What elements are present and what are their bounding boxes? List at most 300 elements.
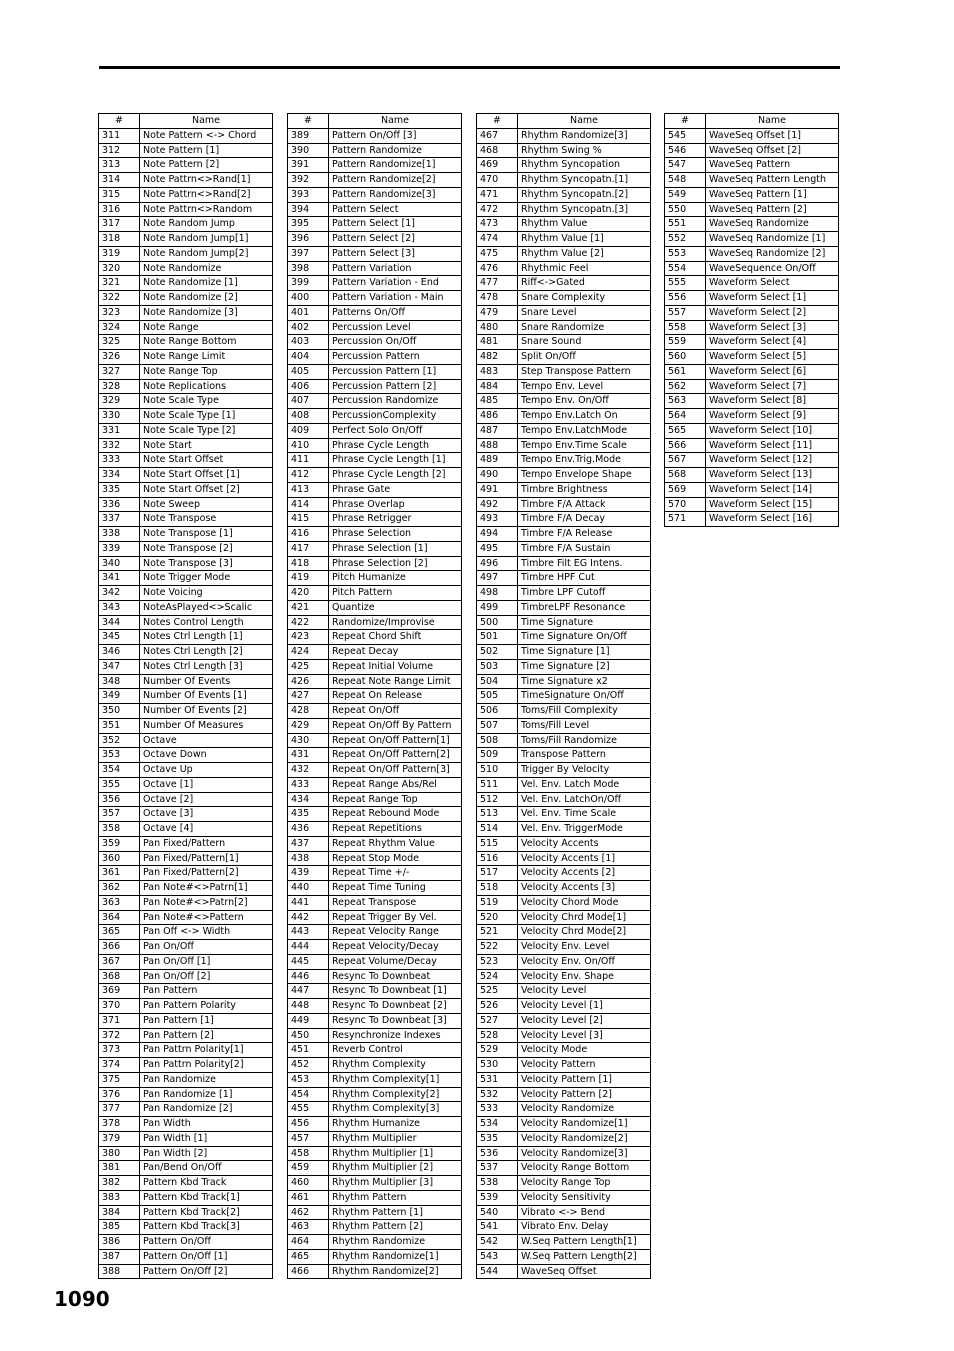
parameter-name: Octave [3] [140, 807, 273, 822]
parameter-name: Split On/Off [518, 350, 651, 365]
parameter-number: 512 [477, 792, 518, 807]
parameter-number: 467 [477, 128, 518, 143]
parameter-number: 508 [477, 733, 518, 748]
parameter-number: 420 [288, 586, 329, 601]
parameter-name: Note Pattrn<>Rand[2] [140, 187, 273, 202]
parameter-name: Time Signature [518, 615, 651, 630]
parameter-name: Waveform Select [11] [706, 438, 839, 453]
table-row [288, 1072, 462, 1087]
table-row [665, 291, 839, 306]
parameter-number: 381 [99, 1161, 140, 1176]
parameter-number: 543 [477, 1249, 518, 1264]
table-row [288, 718, 462, 733]
table-row [99, 954, 273, 969]
parameter-name: Timbre F/A Sustain [518, 541, 651, 556]
parameter-number: 398 [288, 261, 329, 276]
parameter-number: 475 [477, 246, 518, 261]
parameter-name: Pattern Kbd Track [140, 1176, 273, 1191]
parameter-name: PercussionComplexity [329, 409, 462, 424]
parameter-number: 485 [477, 394, 518, 409]
parameter-name: WaveSeq Pattern [2] [706, 202, 839, 217]
parameter-name: Note Scale Type [140, 394, 273, 409]
parameter-number: 491 [477, 482, 518, 497]
table-row [477, 969, 651, 984]
table-row [288, 807, 462, 822]
table-row [477, 305, 651, 320]
parameter-number: 527 [477, 1013, 518, 1028]
table-body [477, 128, 651, 1279]
table-row [288, 969, 462, 984]
table-row [477, 777, 651, 792]
parameter-number: 476 [477, 261, 518, 276]
parameter-name: Octave [140, 733, 273, 748]
parameter-number: 571 [665, 512, 706, 527]
table-row [99, 556, 273, 571]
table-row [99, 394, 273, 409]
table-row [477, 423, 651, 438]
parameter-number: 415 [288, 512, 329, 527]
table-row [288, 689, 462, 704]
parameter-number: 353 [99, 748, 140, 763]
table-row [99, 777, 273, 792]
parameter-name: Pan Note#<>Pattern [140, 910, 273, 925]
parameter-name: Waveform Select [8] [706, 394, 839, 409]
parameter-name: Pan Fixed/Pattern[2] [140, 866, 273, 881]
parameter-number: 519 [477, 895, 518, 910]
parameter-number: 488 [477, 438, 518, 453]
parameter-number: 522 [477, 940, 518, 955]
table-row [288, 291, 462, 306]
table-row [477, 733, 651, 748]
table-body [99, 128, 273, 1279]
table-row [99, 940, 273, 955]
table-row [665, 423, 839, 438]
parameter-name: Resync To Downbeat [3] [329, 1013, 462, 1028]
parameter-number: 351 [99, 718, 140, 733]
table-row [288, 482, 462, 497]
parameter-name: Timbre HPF Cut [518, 571, 651, 586]
table-row [288, 600, 462, 615]
parameter-number: 363 [99, 895, 140, 910]
table-row [477, 925, 651, 940]
table-row [477, 187, 651, 202]
parameter-number: 320 [99, 261, 140, 276]
parameter-number: 313 [99, 158, 140, 173]
parameter-number: 432 [288, 763, 329, 778]
parameter-number: 384 [99, 1205, 140, 1220]
parameter-name: Snare Randomize [518, 320, 651, 335]
table-row [477, 940, 651, 955]
parameter-name: Pattern Select [329, 202, 462, 217]
table-row [99, 1235, 273, 1250]
table-row [477, 615, 651, 630]
table-row [288, 276, 462, 291]
parameter-number: 405 [288, 364, 329, 379]
page-number: 1090 [54, 1287, 110, 1311]
table-row [288, 173, 462, 188]
parameter-number: 393 [288, 187, 329, 202]
parameter-name: Vel. Env. Latch Mode [518, 777, 651, 792]
table-row [477, 482, 651, 497]
table-row [477, 246, 651, 261]
parameter-table-2 [287, 113, 462, 1279]
num-header: # [288, 114, 329, 129]
table-row [288, 128, 462, 143]
parameter-number: 471 [477, 187, 518, 202]
parameter-name: Waveform Select [6] [706, 364, 839, 379]
table-row [288, 1131, 462, 1146]
parameter-name: Repeat Velocity/Decay [329, 940, 462, 955]
parameter-name: Note Start Offset [2] [140, 482, 273, 497]
parameter-name: Repeat Repetitions [329, 822, 462, 837]
parameter-number: 441 [288, 895, 329, 910]
table-row [99, 571, 273, 586]
parameter-name: Repeat On/Off Pattern[3] [329, 763, 462, 778]
parameter-name: WaveSeq Pattern [706, 158, 839, 173]
parameter-name: Velocity Chord Mode [518, 895, 651, 910]
parameter-number: 423 [288, 630, 329, 645]
parameter-name: Velocity Env. On/Off [518, 954, 651, 969]
parameter-number: 349 [99, 689, 140, 704]
table-row [665, 335, 839, 350]
table-row [99, 645, 273, 660]
table-row [477, 1117, 651, 1132]
parameter-number: 504 [477, 674, 518, 689]
table-row [477, 202, 651, 217]
parameter-number: 421 [288, 600, 329, 615]
table-row [288, 822, 462, 837]
table-row [99, 232, 273, 247]
parameter-number: 356 [99, 792, 140, 807]
table-row [477, 954, 651, 969]
parameter-name: Note Transpose [3] [140, 556, 273, 571]
parameter-name: Note Replications [140, 379, 273, 394]
parameter-number: 336 [99, 497, 140, 512]
table-row [477, 291, 651, 306]
parameter-name: WaveSequence On/Off [706, 261, 839, 276]
parameter-name: Percussion Pattern [1] [329, 364, 462, 379]
parameter-name: Note Start Offset [1] [140, 468, 273, 483]
table-row [477, 1235, 651, 1250]
table-row [99, 1087, 273, 1102]
parameter-number: 429 [288, 718, 329, 733]
parameter-number: 427 [288, 689, 329, 704]
table-row [288, 1235, 462, 1250]
parameter-name: Velocity Level [2] [518, 1013, 651, 1028]
parameter-name: Pan Width [140, 1117, 273, 1132]
parameter-name: Trigger By Velocity [518, 763, 651, 778]
parameter-number: 370 [99, 999, 140, 1014]
parameter-name: Time Signature On/Off [518, 630, 651, 645]
table-row [288, 527, 462, 542]
parameter-name: Pattern Variation - End [329, 276, 462, 291]
table-row [477, 1043, 651, 1058]
table-row [288, 940, 462, 955]
table-row [477, 143, 651, 158]
parameter-name: Tempo Env.Time Scale [518, 438, 651, 453]
parameter-number: 331 [99, 423, 140, 438]
table-row [288, 954, 462, 969]
parameter-number: 545 [665, 128, 706, 143]
parameter-name: Velocity Env. Shape [518, 969, 651, 984]
table-row [288, 468, 462, 483]
table-row [99, 659, 273, 674]
parameter-number: 526 [477, 999, 518, 1014]
parameter-name: Pan Fixed/Pattern [140, 836, 273, 851]
table-row [99, 187, 273, 202]
parameter-number: 516 [477, 851, 518, 866]
parameter-name: Resync To Downbeat [2] [329, 999, 462, 1014]
table-row [99, 497, 273, 512]
parameter-number: 483 [477, 364, 518, 379]
table-header [99, 114, 273, 129]
parameter-name: Velocity Level [518, 984, 651, 999]
table-row [665, 276, 839, 291]
table-row [665, 128, 839, 143]
parameter-name: Number Of Events [1] [140, 689, 273, 704]
parameter-number: 566 [665, 438, 706, 453]
parameter-name: Rhythm Multiplier [329, 1131, 462, 1146]
parameter-name: Note Start [140, 438, 273, 453]
parameter-name: Note Start Offset [140, 453, 273, 468]
parameter-number: 490 [477, 468, 518, 483]
table-row [288, 1146, 462, 1161]
parameter-number: 425 [288, 659, 329, 674]
parameter-number: 456 [288, 1117, 329, 1132]
parameter-name: Rhythm Value [518, 217, 651, 232]
parameter-name: Tempo Env.Latch On [518, 409, 651, 424]
parameter-name: Repeat Chord Shift [329, 630, 462, 645]
table-row [288, 1205, 462, 1220]
table-row [477, 836, 651, 851]
table-row [665, 453, 839, 468]
parameter-name: Rhythm Pattern [329, 1190, 462, 1205]
table-row [99, 586, 273, 601]
parameter-name: W.Seq Pattern Length[2] [518, 1249, 651, 1264]
parameter-name: Note Range Top [140, 364, 273, 379]
table-row [99, 1190, 273, 1205]
parameter-number: 403 [288, 335, 329, 350]
parameter-name: Rhythm Swing % [518, 143, 651, 158]
parameter-number: 568 [665, 468, 706, 483]
parameter-name: Perfect Solo On/Off [329, 423, 462, 438]
parameter-name: Vel. Env. TriggerMode [518, 822, 651, 837]
parameter-name: Pan Pattrn Polarity[1] [140, 1043, 273, 1058]
table-row [288, 836, 462, 851]
parameter-number: 354 [99, 763, 140, 778]
parameter-name: Patterns On/Off [329, 305, 462, 320]
table-row [99, 173, 273, 188]
parameter-number: 537 [477, 1161, 518, 1176]
parameter-number: 465 [288, 1249, 329, 1264]
table-row [477, 409, 651, 424]
parameter-number: 413 [288, 482, 329, 497]
table-row [477, 232, 651, 247]
parameter-number: 434 [288, 792, 329, 807]
table-row [477, 438, 651, 453]
table-row [99, 1013, 273, 1028]
parameter-number: 539 [477, 1190, 518, 1205]
parameter-number: 364 [99, 910, 140, 925]
parameter-name: Vel. Env. Time Scale [518, 807, 651, 822]
table-row [288, 851, 462, 866]
parameter-number: 515 [477, 836, 518, 851]
parameter-name: Pan Randomize [2] [140, 1102, 273, 1117]
parameter-number: 388 [99, 1264, 140, 1279]
table-row [288, 453, 462, 468]
parameter-name: Rhythm Randomize[3] [518, 128, 651, 143]
top-rule [99, 66, 840, 69]
parameter-name: Rhythm Value [2] [518, 246, 651, 261]
table-row [288, 1028, 462, 1043]
table-row [477, 1264, 651, 1279]
table-header [477, 114, 651, 129]
parameter-number: 553 [665, 246, 706, 261]
parameter-number: 404 [288, 350, 329, 365]
parameter-name: Pattern On/Off [2] [140, 1264, 273, 1279]
parameter-name: Note Randomize [1] [140, 276, 273, 291]
parameter-number: 489 [477, 453, 518, 468]
parameter-name: Velocity Sensitivity [518, 1190, 651, 1205]
parameter-number: 408 [288, 409, 329, 424]
parameter-number: 359 [99, 836, 140, 851]
parameter-name: Timbre Brightness [518, 482, 651, 497]
parameter-name: Phrase Cycle Length [329, 438, 462, 453]
table-row [477, 350, 651, 365]
parameter-name: Rhythm Syncopation [518, 158, 651, 173]
table-row [288, 1058, 462, 1073]
parameter-number: 517 [477, 866, 518, 881]
parameter-name: Note Range Bottom [140, 335, 273, 350]
table-row [477, 600, 651, 615]
parameter-number: 368 [99, 969, 140, 984]
table-row [477, 379, 651, 394]
parameter-number: 410 [288, 438, 329, 453]
parameter-name: Velocity Range Bottom [518, 1161, 651, 1176]
parameter-name: Notes Control Length [140, 615, 273, 630]
table-row [477, 984, 651, 999]
parameter-number: 374 [99, 1058, 140, 1073]
parameter-number: 487 [477, 423, 518, 438]
num-header: # [477, 114, 518, 129]
parameter-name: Note Pattrn<>Rand[1] [140, 173, 273, 188]
table-row [288, 866, 462, 881]
table-row [99, 305, 273, 320]
parameter-name: Repeat On/Off Pattern[1] [329, 733, 462, 748]
parameter-name: Riff<->Gated [518, 276, 651, 291]
parameter-name: Velocity Accents [2] [518, 866, 651, 881]
parameter-name: Note Random Jump[2] [140, 246, 273, 261]
parameter-number: 435 [288, 807, 329, 822]
parameter-number: 400 [288, 291, 329, 306]
parameter-number: 531 [477, 1072, 518, 1087]
parameter-name: Velocity Randomize[1] [518, 1117, 651, 1132]
parameter-number: 382 [99, 1176, 140, 1191]
parameter-number: 567 [665, 453, 706, 468]
table-row [288, 394, 462, 409]
table-row [288, 1013, 462, 1028]
parameter-number: 444 [288, 940, 329, 955]
parameter-name: Repeat Trigger By Vel. [329, 910, 462, 925]
parameter-number: 352 [99, 733, 140, 748]
parameter-name: Note Transpose [140, 512, 273, 527]
parameter-name: Note Pattern [1] [140, 143, 273, 158]
parameter-number: 535 [477, 1131, 518, 1146]
parameter-name: Toms/Fill Level [518, 718, 651, 733]
parameter-number: 507 [477, 718, 518, 733]
parameter-name: Phrase Gate [329, 482, 462, 497]
parameter-name: Note Voicing [140, 586, 273, 601]
parameter-number: 450 [288, 1028, 329, 1043]
parameter-number: 324 [99, 320, 140, 335]
parameter-number: 409 [288, 423, 329, 438]
parameter-name: WaveSeq Randomize [2] [706, 246, 839, 261]
table-row [288, 423, 462, 438]
parameter-name: Timbre F/A Attack [518, 497, 651, 512]
table-row [288, 438, 462, 453]
parameter-name: WaveSeq Pattern Length [706, 173, 839, 188]
table-row [665, 512, 839, 527]
parameter-name: Waveform Select [4] [706, 335, 839, 350]
parameter-number: 445 [288, 954, 329, 969]
parameter-number: 325 [99, 335, 140, 350]
table-row [477, 1176, 651, 1191]
parameter-name: Notes Ctrl Length [3] [140, 659, 273, 674]
parameter-name: Number Of Measures [140, 718, 273, 733]
table-row [288, 261, 462, 276]
parameter-number: 472 [477, 202, 518, 217]
table-row [477, 674, 651, 689]
table-row [665, 394, 839, 409]
table-row [477, 910, 651, 925]
parameter-name: Randomize/Improvise [329, 615, 462, 630]
parameter-number: 401 [288, 305, 329, 320]
table-row [477, 468, 651, 483]
parameter-name: Pattern Randomize[1] [329, 158, 462, 173]
parameter-number: 375 [99, 1072, 140, 1087]
parameter-number: 418 [288, 556, 329, 571]
table-row [99, 246, 273, 261]
name-header: Name [518, 114, 651, 129]
parameter-name: Velocity Mode [518, 1043, 651, 1058]
table-row [99, 143, 273, 158]
table-row [477, 1190, 651, 1205]
parameter-name: Note Sweep [140, 497, 273, 512]
table-row [665, 246, 839, 261]
parameter-name: Repeat Velocity Range [329, 925, 462, 940]
table-row [288, 497, 462, 512]
parameter-number: 430 [288, 733, 329, 748]
table-row [665, 217, 839, 232]
parameter-name: W.Seq Pattern Length[1] [518, 1235, 651, 1250]
parameter-name: Velocity Accents [1] [518, 851, 651, 866]
table-row [477, 822, 651, 837]
parameter-number: 394 [288, 202, 329, 217]
parameter-name: Waveform Select [9] [706, 409, 839, 424]
parameter-name: Reverb Control [329, 1043, 462, 1058]
parameter-number: 505 [477, 689, 518, 704]
name-header: Name [140, 114, 273, 129]
table-row [99, 1131, 273, 1146]
parameter-name: Octave [1] [140, 777, 273, 792]
parameter-number: 521 [477, 925, 518, 940]
table-row [477, 689, 651, 704]
table-row [477, 718, 651, 733]
parameter-name: Pattern Variation [329, 261, 462, 276]
parameter-name: Note Trigger Mode [140, 571, 273, 586]
parameter-name: Velocity Pattern [1] [518, 1072, 651, 1087]
parameter-name: NoteAsPlayed<>Scalic [140, 600, 273, 615]
